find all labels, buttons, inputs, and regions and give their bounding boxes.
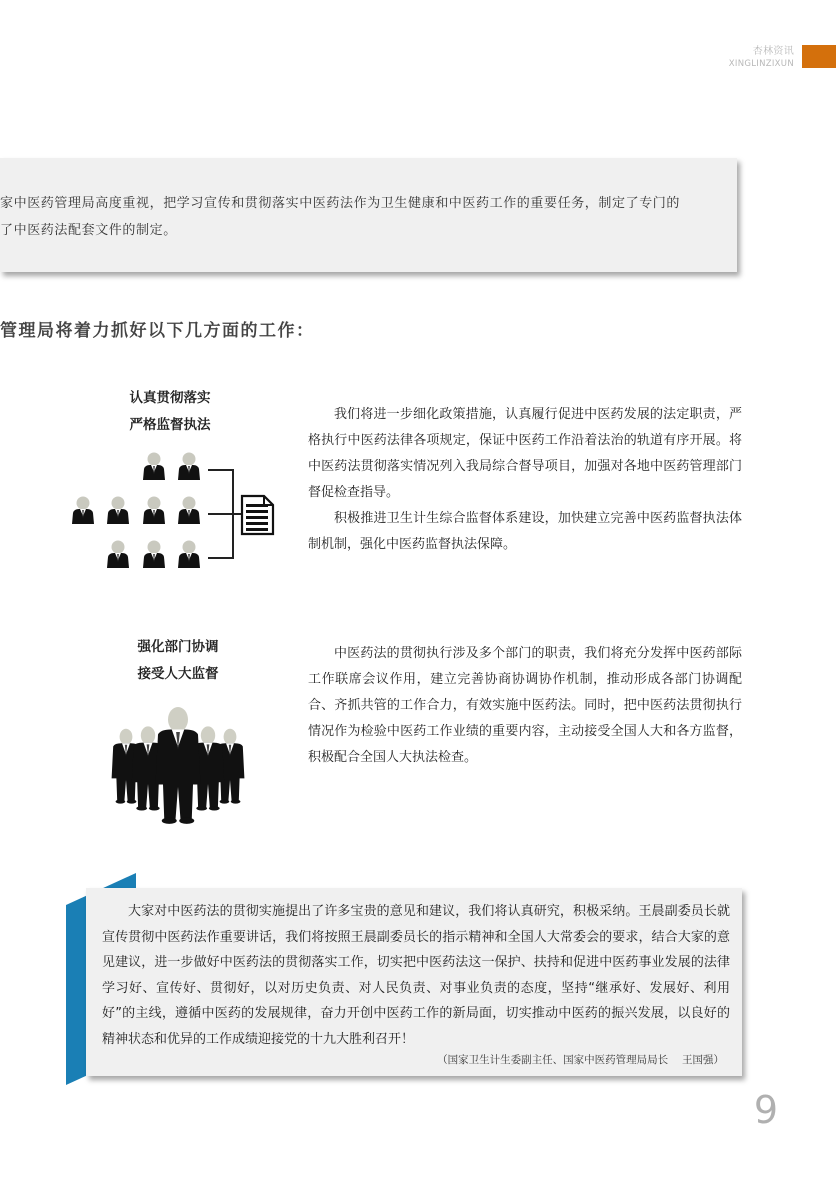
quote-box <box>86 888 742 1076</box>
item1-caption-line1: 认真贯彻落实 <box>129 390 211 406</box>
magazine-pinyin: XINGLINZIXUN <box>728 59 794 69</box>
section-color-tab <box>802 45 836 68</box>
item2-caption <box>108 634 248 688</box>
section-heading: 管理局将着力抓好以下几方面的工作： <box>0 321 315 341</box>
item2-caption-line2: 接受人大监督 <box>137 666 219 682</box>
item2-caption-line1: 强化部门协调 <box>137 639 219 655</box>
page-number: 9 <box>753 1088 778 1132</box>
quote-text <box>102 899 730 1052</box>
quote-attribution: （国家卫生计生委副主任、国家中医药管理局局长 王国强） <box>437 1054 724 1066</box>
item2-paragraph-1: 中医药法的贯彻执行涉及多个部门的职责，我们将充分发挥中医药部际工作联席会议作用，建立完善协商协调协作机制，推动形成各部门协调配合、齐抓共管的工作合力，有效实施中医药法。同时，把中医药法贯彻执行情况作为检验中医药工作业绩的重要内容，主动接受全国人大和各方监督，积极配合全国人大执法检查。 <box>308 646 742 765</box>
item1-paragraph-2: 积极推进卫生计生综合监督体系建设，加快建立完善中医药监督执法体制机制，强化中医药监督执法保障。 <box>308 511 742 552</box>
intro-box <box>0 158 737 272</box>
item1-body <box>308 402 742 558</box>
item2-body <box>308 641 742 771</box>
business-group-icon <box>108 692 248 828</box>
intro-line-1: 家中医药管理局高度重视，把学习宣传和贯彻落实中医药法作为卫生健康和中医药工作的重要任务，制定了专门的 <box>0 196 681 211</box>
quote-paragraph: 大家对中医药法的贯彻实施提出了许多宝贵的意见和建议，我们将认真研究，积极采纳。王晨副委员长就宣传贯彻中医药法作重要讲话，我们将按照王晨副委员长的指示精神和全国人大常委会的要求，结合大家的意见建议，进一步做好中医药法的贯彻落实工作，切实把中医药法这一保护、扶持和促进中医药事业发展的法律学习好、宣传好、贯彻好，以对历史负责、对人民负责、对事业负责的态度，坚持“继承好、发展好、利用好”的主线，遵循中医药的发展规律，奋力开创中医药工作的新局面，切实推动中医药的振兴发展，以良好的精神状态和优异的工作成绩迎接党的十九大胜利召开！ <box>102 904 730 1047</box>
magazine-name: 杏林资讯 <box>752 46 794 57</box>
item1-caption-line2: 严格监督执法 <box>129 417 211 433</box>
magazine-header <box>729 46 794 70</box>
item1-caption <box>100 385 240 439</box>
people-network-document-icon <box>68 448 283 580</box>
intro-line-2: 了中医药法配套文件的制定。 <box>0 223 177 238</box>
item1-paragraph-1: 我们将进一步细化政策措施，认真履行促进中医药发展的法定职责，严格执行中医药法律各项规定，保证中医药工作沿着法治的轨道有序开展。将中医药法贯彻落实情况列入我局综合督导项目，加强对各地中医药管理部门督促检查指导。 <box>308 407 742 500</box>
